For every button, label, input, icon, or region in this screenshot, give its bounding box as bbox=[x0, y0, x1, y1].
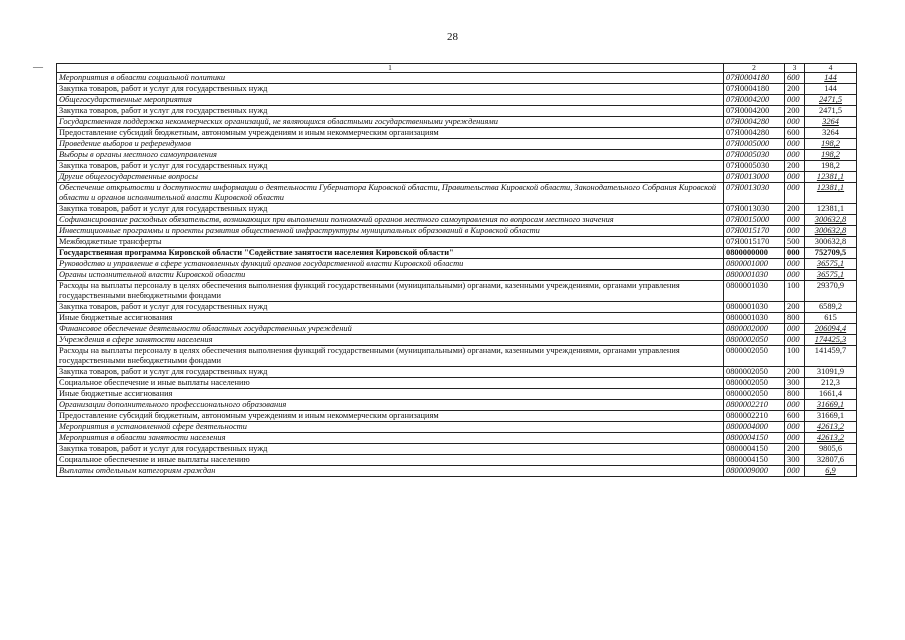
row-sum-cell: 12381,1 bbox=[805, 183, 857, 204]
table-row bbox=[57, 248, 857, 259]
row-sum-cell: 31669,1 bbox=[805, 400, 857, 411]
row-code-cell: 07Я0004280 bbox=[724, 128, 785, 139]
table-row bbox=[57, 313, 857, 324]
row-code-cell: 07Я0013000 bbox=[724, 172, 785, 183]
row-code-cell: 07Я0004180 bbox=[724, 73, 785, 84]
table-row bbox=[57, 204, 857, 215]
row-expense-type-cell: 000 bbox=[785, 215, 805, 226]
row-name-cell: Закупка товаров, работ и услуг для государственных нужд bbox=[57, 444, 724, 455]
row-name-cell: Обеспечение открытости и доступности информации о деятельности Губернатора Кировской области, Правительства Кировской области, Законодательного Собрания Кировской области и органов исполнительной власти Кировской области bbox=[57, 183, 724, 204]
row-sum-cell: 752709,5 bbox=[805, 248, 857, 259]
row-sum-cell: 198,2 bbox=[805, 161, 857, 172]
table-body bbox=[57, 73, 857, 477]
row-expense-type-cell: 000 bbox=[785, 433, 805, 444]
row-sum-cell: 31669,1 bbox=[805, 411, 857, 422]
row-expense-type-cell: 000 bbox=[785, 335, 805, 346]
row-expense-type-cell: 000 bbox=[785, 259, 805, 270]
row-sum-cell: 36575,1 bbox=[805, 259, 857, 270]
row-code-cell: 07Я0004200 bbox=[724, 106, 785, 117]
row-sum-cell: 32807,6 bbox=[805, 455, 857, 466]
row-expense-type-cell: 000 bbox=[785, 139, 805, 150]
table-row bbox=[57, 422, 857, 433]
row-expense-type-cell: 000 bbox=[785, 95, 805, 106]
row-expense-type-cell: 200 bbox=[785, 367, 805, 378]
table-header-row bbox=[57, 64, 857, 73]
row-name-cell: Финансовое обеспечение деятельности областных государственных учреждений bbox=[57, 324, 724, 335]
table-row bbox=[57, 95, 857, 106]
row-sum-cell: 300632,8 bbox=[805, 226, 857, 237]
row-code-cell: 07Я0004280 bbox=[724, 117, 785, 128]
row-name-cell: Государственная программа Кировской области "Содействие занятости населения Кировской области" bbox=[57, 248, 724, 259]
row-expense-type-cell: 100 bbox=[785, 281, 805, 302]
table-row bbox=[57, 411, 857, 422]
row-expense-type-cell: 200 bbox=[785, 302, 805, 313]
row-code-cell: 0800001000 bbox=[724, 259, 785, 270]
row-sum-cell: 9805,6 bbox=[805, 444, 857, 455]
row-code-cell: 0800002050 bbox=[724, 389, 785, 400]
row-code-cell: 0800002050 bbox=[724, 378, 785, 389]
row-expense-type-cell: 100 bbox=[785, 346, 805, 367]
table-row bbox=[57, 270, 857, 281]
row-sum-cell: 300632,8 bbox=[805, 215, 857, 226]
table-row bbox=[57, 237, 857, 248]
row-name-cell: Инвестиционные программы и проекты развития общественной инфраструктуры муниципальных образований в Кировской области bbox=[57, 226, 724, 237]
row-code-cell: 0800001030 bbox=[724, 302, 785, 313]
row-code-cell: 0800004150 bbox=[724, 444, 785, 455]
table-row bbox=[57, 335, 857, 346]
table-row bbox=[57, 226, 857, 237]
row-name-cell: Государственная поддержка некоммерческих организаций, не являющихся областными государственными учреждениями bbox=[57, 117, 724, 128]
row-code-cell: 07Я0005030 bbox=[724, 161, 785, 172]
table-row bbox=[57, 117, 857, 128]
row-expense-type-cell: 200 bbox=[785, 444, 805, 455]
row-expense-type-cell: 800 bbox=[785, 313, 805, 324]
row-name-cell: Общегосударственные мероприятия bbox=[57, 95, 724, 106]
margin-mark: — bbox=[33, 62, 43, 73]
row-code-cell: 07Я0004200 bbox=[724, 95, 785, 106]
header-col-4: 4 bbox=[805, 64, 857, 73]
table-row bbox=[57, 400, 857, 411]
row-sum-cell: 2471,5 bbox=[805, 106, 857, 117]
row-sum-cell: 174425,3 bbox=[805, 335, 857, 346]
row-expense-type-cell: 000 bbox=[785, 172, 805, 183]
row-expense-type-cell: 200 bbox=[785, 161, 805, 172]
row-expense-type-cell: 000 bbox=[785, 324, 805, 335]
row-name-cell: Закупка товаров, работ и услуг для государственных нужд bbox=[57, 204, 724, 215]
row-sum-cell: 141459,7 bbox=[805, 346, 857, 367]
table-row bbox=[57, 172, 857, 183]
row-name-cell: Межбюджетные трансферты bbox=[57, 237, 724, 248]
row-sum-cell: 3264 bbox=[805, 117, 857, 128]
table-row bbox=[57, 367, 857, 378]
row-code-cell: 0800001030 bbox=[724, 270, 785, 281]
row-code-cell: 0800009000 bbox=[724, 466, 785, 477]
row-name-cell: Социальное обеспечение и иные выплаты населению bbox=[57, 378, 724, 389]
row-expense-type-cell: 000 bbox=[785, 117, 805, 128]
row-code-cell: 0800002000 bbox=[724, 324, 785, 335]
row-name-cell: Закупка товаров, работ и услуг для государственных нужд bbox=[57, 84, 724, 95]
header-col-1: 1 bbox=[57, 64, 724, 73]
row-code-cell: 0800004150 bbox=[724, 455, 785, 466]
row-sum-cell: 300632,8 bbox=[805, 237, 857, 248]
row-name-cell: Другие общегосударственные вопросы bbox=[57, 172, 724, 183]
table-row bbox=[57, 466, 857, 477]
row-name-cell: Иные бюджетные ассигнования bbox=[57, 389, 724, 400]
row-name-cell: Закупка товаров, работ и услуг для государственных нужд bbox=[57, 106, 724, 117]
row-code-cell: 0800002050 bbox=[724, 367, 785, 378]
header-col-2: 2 bbox=[724, 64, 785, 73]
row-sum-cell: 2471,5 bbox=[805, 95, 857, 106]
row-name-cell: Предоставление субсидий бюджетным, автономным учреждениям и иным некоммерческим организациям bbox=[57, 128, 724, 139]
row-code-cell: 07Я0004180 bbox=[724, 84, 785, 95]
budget-table bbox=[56, 63, 857, 477]
row-sum-cell: 3264 bbox=[805, 128, 857, 139]
table-row bbox=[57, 106, 857, 117]
row-name-cell: Софинансирование расходных обязательств, возникающих при выполнении полномочий органов местного самоуправления по вопросам местного значения bbox=[57, 215, 724, 226]
row-sum-cell: 1661,4 bbox=[805, 389, 857, 400]
row-name-cell: Закупка товаров, работ и услуг для государственных нужд bbox=[57, 161, 724, 172]
row-sum-cell: 6,9 bbox=[805, 466, 857, 477]
row-name-cell: Мероприятия в области занятости населения bbox=[57, 433, 724, 444]
page-number: 28 bbox=[447, 31, 458, 43]
row-code-cell: 0800004000 bbox=[724, 422, 785, 433]
row-sum-cell: 42613,2 bbox=[805, 433, 857, 444]
header-col-3: 3 bbox=[785, 64, 805, 73]
row-code-cell: 0800002050 bbox=[724, 346, 785, 367]
table-row bbox=[57, 389, 857, 400]
row-code-cell: 07Я0005000 bbox=[724, 139, 785, 150]
table-row bbox=[57, 183, 857, 204]
row-sum-cell: 198,2 bbox=[805, 150, 857, 161]
table-row bbox=[57, 324, 857, 335]
row-name-cell: Иные бюджетные ассигнования bbox=[57, 313, 724, 324]
row-code-cell: 07Я0013030 bbox=[724, 183, 785, 204]
table-row bbox=[57, 444, 857, 455]
row-sum-cell: 144 bbox=[805, 73, 857, 84]
row-sum-cell: 206094,4 bbox=[805, 324, 857, 335]
row-code-cell: 0800001030 bbox=[724, 281, 785, 302]
row-sum-cell: 212,3 bbox=[805, 378, 857, 389]
table-row bbox=[57, 378, 857, 389]
row-expense-type-cell: 000 bbox=[785, 183, 805, 204]
row-expense-type-cell: 200 bbox=[785, 106, 805, 117]
row-name-cell: Мероприятия в установленной сфере деятельности bbox=[57, 422, 724, 433]
row-code-cell: 0800002050 bbox=[724, 335, 785, 346]
row-name-cell: Учреждения в сфере занятости населения bbox=[57, 335, 724, 346]
table-row bbox=[57, 259, 857, 270]
row-name-cell: Закупка товаров, работ и услуг для государственных нужд bbox=[57, 302, 724, 313]
row-expense-type-cell: 600 bbox=[785, 128, 805, 139]
row-expense-type-cell: 000 bbox=[785, 270, 805, 281]
row-code-cell: 07Я0015170 bbox=[724, 226, 785, 237]
row-sum-cell: 198,2 bbox=[805, 139, 857, 150]
row-expense-type-cell: 000 bbox=[785, 422, 805, 433]
row-expense-type-cell: 200 bbox=[785, 84, 805, 95]
row-sum-cell: 31091,9 bbox=[805, 367, 857, 378]
row-expense-type-cell: 000 bbox=[785, 226, 805, 237]
table-row bbox=[57, 161, 857, 172]
row-code-cell: 07Я0013030 bbox=[724, 204, 785, 215]
row-sum-cell: 12381,1 bbox=[805, 172, 857, 183]
table-row bbox=[57, 433, 857, 444]
row-expense-type-cell: 500 bbox=[785, 237, 805, 248]
table-row bbox=[57, 302, 857, 313]
table-row bbox=[57, 84, 857, 95]
row-name-cell: Социальное обеспечение и иные выплаты населению bbox=[57, 455, 724, 466]
row-name-cell: Мероприятия в области социальной политики bbox=[57, 73, 724, 84]
table-row bbox=[57, 455, 857, 466]
row-expense-type-cell: 000 bbox=[785, 466, 805, 477]
row-name-cell: Организации дополнительного профессионального образования bbox=[57, 400, 724, 411]
row-expense-type-cell: 000 bbox=[785, 248, 805, 259]
row-sum-cell: 6589,2 bbox=[805, 302, 857, 313]
table-row bbox=[57, 150, 857, 161]
row-code-cell: 07Я0015170 bbox=[724, 237, 785, 248]
row-name-cell: Предоставление субсидий бюджетным, автономным учреждениям и иным некоммерческим организациям bbox=[57, 411, 724, 422]
row-expense-type-cell: 600 bbox=[785, 73, 805, 84]
row-expense-type-cell: 300 bbox=[785, 455, 805, 466]
row-code-cell: 0800004150 bbox=[724, 433, 785, 444]
table-row bbox=[57, 139, 857, 150]
row-expense-type-cell: 000 bbox=[785, 400, 805, 411]
row-sum-cell: 42613,2 bbox=[805, 422, 857, 433]
row-code-cell: 0800002210 bbox=[724, 411, 785, 422]
row-name-cell: Выборы в органы местного самоуправления bbox=[57, 150, 724, 161]
row-sum-cell: 144 bbox=[805, 84, 857, 95]
row-sum-cell: 29370,9 bbox=[805, 281, 857, 302]
table-row bbox=[57, 215, 857, 226]
row-code-cell: 0800002210 bbox=[724, 400, 785, 411]
table-row bbox=[57, 128, 857, 139]
row-expense-type-cell: 300 bbox=[785, 378, 805, 389]
row-name-cell: Расходы на выплаты персоналу в целях обеспечения выполнения функций государственными (муниципальными) органами, казенными учреждениями, органами управления государственными внебюджетными фондами bbox=[57, 281, 724, 302]
row-code-cell: 0800001030 bbox=[724, 313, 785, 324]
row-sum-cell: 12381,1 bbox=[805, 204, 857, 215]
row-code-cell: 0800000000 bbox=[724, 248, 785, 259]
row-name-cell: Проведение выборов и референдумов bbox=[57, 139, 724, 150]
row-name-cell: Руководство и управление в сфере установленных функций органов государственной власти Кировской области bbox=[57, 259, 724, 270]
row-sum-cell: 36575,1 bbox=[805, 270, 857, 281]
table-row bbox=[57, 73, 857, 84]
row-code-cell: 07Я0005030 bbox=[724, 150, 785, 161]
table-row bbox=[57, 281, 857, 302]
row-name-cell: Органы исполнительной власти Кировской области bbox=[57, 270, 724, 281]
row-sum-cell: 615 bbox=[805, 313, 857, 324]
table-row bbox=[57, 346, 857, 367]
row-expense-type-cell: 600 bbox=[785, 411, 805, 422]
row-name-cell: Закупка товаров, работ и услуг для государственных нужд bbox=[57, 367, 724, 378]
row-name-cell: Выплаты отдельным категориям граждан bbox=[57, 466, 724, 477]
row-expense-type-cell: 800 bbox=[785, 389, 805, 400]
row-name-cell: Расходы на выплаты персоналу в целях обеспечения выполнения функций государственными (муниципальными) органами, казенными учреждениями, органами управления государственными внебюджетными фондами bbox=[57, 346, 724, 367]
row-code-cell: 07Я0015000 bbox=[724, 215, 785, 226]
row-expense-type-cell: 000 bbox=[785, 150, 805, 161]
row-expense-type-cell: 200 bbox=[785, 204, 805, 215]
